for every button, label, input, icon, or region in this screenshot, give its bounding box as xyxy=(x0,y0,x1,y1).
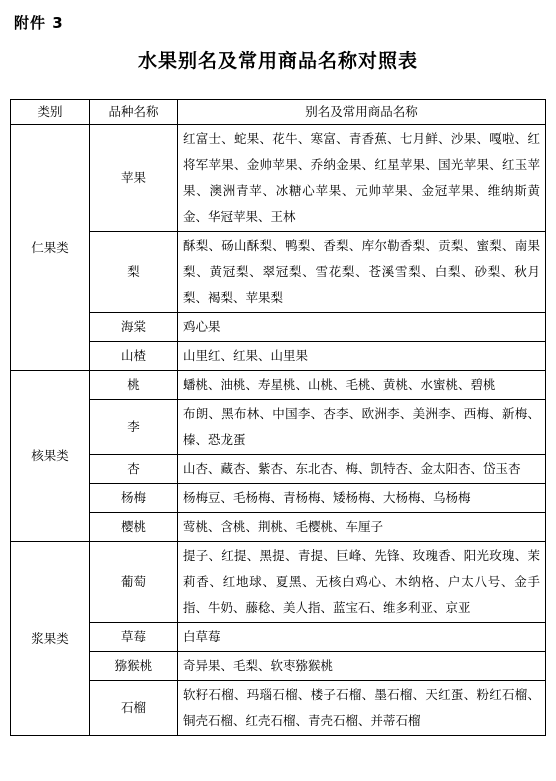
category-cell: 浆果类 xyxy=(11,542,90,736)
category-cell: 核果类 xyxy=(11,371,90,542)
variety-cell: 杨梅 xyxy=(90,484,178,513)
table-row xyxy=(11,652,546,681)
aliases-cell: 蟠桃、油桃、寿星桃、山桃、毛桃、黄桃、水蜜桃、碧桃 xyxy=(178,371,546,400)
table-row xyxy=(11,371,546,400)
header-variety: 品种名称 xyxy=(90,100,178,125)
table-row xyxy=(11,125,546,232)
aliases-cell: 酥梨、砀山酥梨、鸭梨、香梨、库尔勒香梨、贡梨、蜜梨、南果梨、黄冠梨、翠冠梨、雪花梨、苍溪雪梨、白梨、砂梨、秋月梨、褐梨、苹果梨 xyxy=(178,232,546,313)
aliases-cell: 红富士、蛇果、花牛、寒富、青香蕉、七月鲜、沙果、嘎啦、红将军苹果、金帅苹果、乔纳金果、红星苹果、国光苹果、红玉苹果、澳洲青苹、冰糖心苹果、元帅苹果、金冠苹果、维纳斯黄金、华冠苹果、王林 xyxy=(178,125,546,232)
table-row xyxy=(11,232,546,313)
variety-cell: 苹果 xyxy=(90,125,178,232)
variety-cell: 猕猴桃 xyxy=(90,652,178,681)
variety-cell: 桃 xyxy=(90,371,178,400)
aliases-cell: 莺桃、含桃、荆桃、毛樱桃、车厘子 xyxy=(178,513,546,542)
aliases-cell: 提子、红提、黑提、青提、巨峰、先锋、玫瑰香、阳光玫瑰、茉莉香、红地球、夏黑、无核白鸡心、木纳格、户太八号、金手指、牛奶、藤稔、美人指、蓝宝石、维多利亚、京亚 xyxy=(178,542,546,623)
aliases-cell: 鸡心果 xyxy=(178,313,546,342)
variety-cell: 草莓 xyxy=(90,623,178,652)
variety-cell: 梨 xyxy=(90,232,178,313)
header-aliases: 别名及常用商品名称 xyxy=(178,100,546,125)
table-header-row xyxy=(11,100,546,125)
aliases-cell: 布朗、黑布林、中国李、杏李、欧洲李、美洲李、西梅、新梅、榛、恐龙蛋 xyxy=(178,400,546,455)
aliases-cell: 山杏、藏杏、紫杏、东北杏、梅、凯特杏、金太阳杏、岱玉杏 xyxy=(178,455,546,484)
variety-cell: 樱桃 xyxy=(90,513,178,542)
page-title: 水果别名及常用商品名称对照表 xyxy=(137,50,418,72)
fruit-alias-table xyxy=(10,99,546,736)
aliases-cell: 杨梅豆、毛杨梅、青杨梅、矮杨梅、大杨梅、乌杨梅 xyxy=(178,484,546,513)
table-row xyxy=(11,542,546,623)
table-row xyxy=(11,681,546,736)
variety-cell: 山楂 xyxy=(90,342,178,371)
aliases-cell: 软籽石榴、玛瑙石榴、楼子石榴、墨石榴、天红蛋、粉红石榴、铜壳石榴、红壳石榴、青壳石榴、并蒂石榴 xyxy=(178,681,546,736)
variety-cell: 石榴 xyxy=(90,681,178,736)
header-category: 类别 xyxy=(11,100,90,125)
table-row xyxy=(11,313,546,342)
table-row xyxy=(11,623,546,652)
table-row xyxy=(11,455,546,484)
table-row xyxy=(11,400,546,455)
category-cell: 仁果类 xyxy=(11,125,90,371)
variety-cell: 海棠 xyxy=(90,313,178,342)
table-row xyxy=(11,513,546,542)
aliases-cell: 白草莓 xyxy=(178,623,546,652)
variety-cell: 李 xyxy=(90,400,178,455)
table-row xyxy=(11,484,546,513)
variety-cell: 杏 xyxy=(90,455,178,484)
aliases-cell: 山里红、红果、山里果 xyxy=(178,342,546,371)
attachment-label: 附件 3 xyxy=(14,14,64,32)
aliases-cell: 奇异果、毛梨、软枣猕猴桃 xyxy=(178,652,546,681)
variety-cell: 葡萄 xyxy=(90,542,178,623)
table-row xyxy=(11,342,546,371)
